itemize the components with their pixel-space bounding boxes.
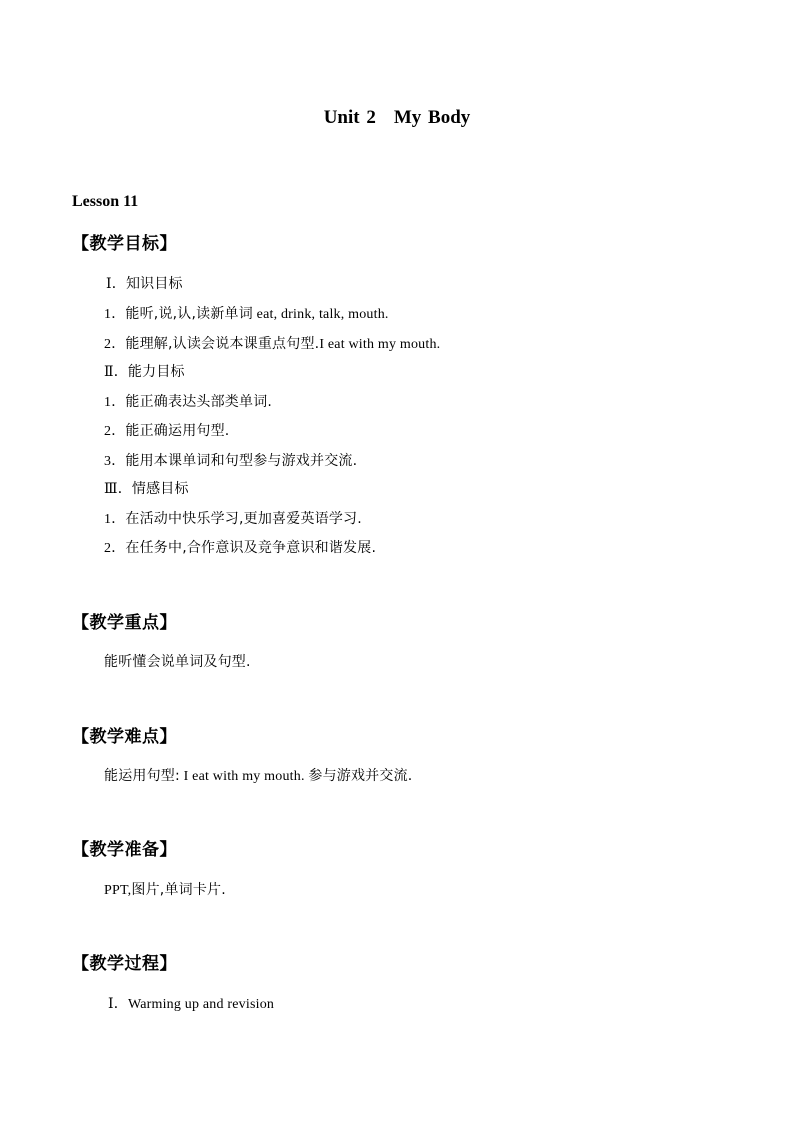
process-step: Ⅰ．Warming up and revision bbox=[108, 997, 275, 1012]
preparation-text: PPT,图片,单词卡片. bbox=[104, 882, 226, 898]
key-points-text: 能听懂会说单词及句型. bbox=[104, 654, 251, 670]
title-unit: Unit 2 bbox=[323, 107, 376, 128]
key-points-heading: 【教学重点】 bbox=[72, 613, 177, 633]
emotion-item: 1．在活动中快乐学习,更加喜爱英语学习. bbox=[104, 511, 362, 527]
knowledge-goal-label: Ⅰ．知识目标 bbox=[106, 276, 183, 292]
difficulties-heading: 【教学难点】 bbox=[72, 727, 177, 747]
objectives-heading: 【教学目标】 bbox=[72, 234, 177, 254]
preparation-heading: 【教学准备】 bbox=[72, 840, 177, 860]
emotion-goal-label: Ⅲ．情感目标 bbox=[104, 481, 189, 497]
knowledge-item: 1．能听,说,认,读新单词 eat, drink, talk, mouth. bbox=[104, 306, 389, 322]
title-name: My Body bbox=[393, 107, 471, 128]
ability-item: 1．能正确表达头部类单词. bbox=[104, 394, 273, 410]
emotion-item: 2．在任务中,合作意识及竞争意识和谐发展. bbox=[104, 540, 377, 556]
document-title bbox=[0, 106, 794, 130]
difficulties-text: 能运用句型: I eat with my mouth. 参与游戏并交流. bbox=[104, 768, 413, 784]
process-heading: 【教学过程】 bbox=[72, 954, 177, 974]
ability-item: 2．能正确运用句型. bbox=[104, 423, 230, 439]
lesson-label: Lesson 11 bbox=[72, 193, 139, 210]
ability-goal-label: Ⅱ．能力目标 bbox=[104, 364, 185, 380]
ability-item: 3．能用本课单词和句型参与游戏并交流. bbox=[104, 453, 358, 469]
knowledge-item: 2．能理解,认读会说本课重点句型.I eat with my mouth. bbox=[104, 336, 441, 352]
